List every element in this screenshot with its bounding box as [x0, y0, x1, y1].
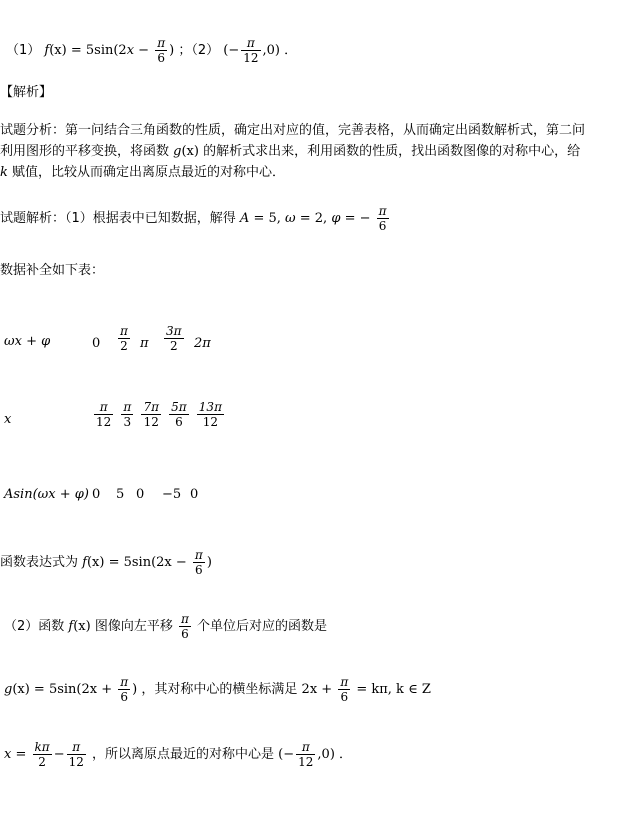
denominator: 2 — [38, 755, 46, 769]
var-omega: ω — [285, 211, 296, 226]
analysis-heading: 【解析】 — [0, 85, 53, 100]
func-f: f — [82, 555, 87, 570]
analysis-text: 的解析式求出来，利用函数的性质，找出函数图像的对称中心，给 — [203, 144, 581, 159]
expression-body: (x) = 5sin(2x − — [86, 555, 187, 570]
fraction — [169, 400, 189, 429]
open-paren: (− — [223, 43, 240, 58]
open-paren: (− — [278, 747, 295, 762]
numerator: 5π — [171, 400, 187, 414]
analysis-line-2 — [0, 143, 580, 161]
denominator: 12 — [68, 755, 84, 769]
denominator: 12 — [96, 415, 112, 429]
close-paren: ) — [206, 555, 212, 570]
fraction — [118, 324, 130, 353]
denominator: 2 — [169, 339, 178, 353]
denominator: 12 — [298, 755, 314, 769]
fraction-pi-6 — [118, 675, 130, 704]
answer-line — [6, 36, 297, 65]
var-phi: φ — [331, 211, 341, 226]
denominator: 6 — [195, 563, 203, 577]
numerator: π — [123, 400, 132, 414]
period: ． — [284, 43, 298, 58]
denominator: 12 — [143, 415, 159, 429]
g-rest: = kπ, k ∈ Z — [352, 682, 431, 697]
value-text: = 2, — [295, 211, 332, 226]
fraction-pi-12 — [241, 36, 260, 65]
expression-prefix: 函数表达式为 — [0, 555, 79, 570]
final-text: ，所以离原点最近的对称中心是 — [92, 747, 275, 762]
period: ． — [339, 747, 353, 762]
solution-text: 试题解析：（1）根据表中已知数据，解得 — [0, 211, 236, 226]
row3-c2: 0 — [136, 487, 145, 502]
fraction-pi-6 — [377, 204, 389, 233]
var-x: x — [4, 747, 12, 762]
denominator: 6 — [340, 690, 349, 704]
fraction — [121, 400, 133, 429]
minus-sign: − — [53, 747, 65, 762]
numerator: π — [94, 400, 113, 415]
var-x: x — [126, 43, 135, 58]
denominator: 6 — [175, 415, 183, 429]
denominator: 2 — [120, 339, 128, 353]
close-paren: ) — [169, 43, 175, 58]
value-text: = 5, — [249, 211, 286, 226]
analysis-text: 利用图形的平移变换，将函数 — [0, 144, 170, 159]
part2-text: 个单位后对应的函数是 — [197, 619, 328, 634]
expression-line — [0, 548, 212, 577]
fraction-pi-6 — [179, 612, 191, 641]
fraction-pi-6 — [193, 548, 205, 577]
denominator: 12 — [202, 415, 219, 429]
row3-c1: 5 — [116, 487, 125, 502]
denominator: 6 — [120, 690, 129, 704]
fraction-pi-12 — [296, 740, 315, 769]
numerator: π — [181, 612, 189, 626]
func-eq: = 5sin(2 — [66, 43, 127, 58]
numerator: π — [157, 36, 166, 50]
row1-c2: π — [140, 336, 149, 351]
row1-c4: 2π — [194, 336, 211, 351]
analysis-text: 赋值，比较从而确定出离原点最近的对称中心． — [12, 165, 286, 180]
equals: = — [11, 747, 27, 762]
numerator: 3π — [166, 324, 182, 338]
func-arg: (x) — [181, 144, 199, 159]
denominator: 6 — [157, 51, 165, 65]
denominator: 6 — [378, 219, 387, 233]
two-x: 2x + — [301, 682, 333, 697]
point-tail: ,0) — [262, 43, 280, 58]
point-tail: ,0) — [317, 747, 335, 762]
g-function-line — [4, 675, 431, 704]
numerator: π — [67, 740, 86, 755]
close-paren: ) — [132, 682, 138, 697]
part2-line — [4, 612, 327, 641]
numerator: π — [296, 740, 315, 755]
row1-label: ωx + φ — [4, 334, 51, 349]
fraction — [164, 324, 184, 353]
numerator: kπ — [34, 740, 50, 754]
func-g: g — [4, 682, 13, 697]
row3-label: Asin(ωx + φ) — [4, 487, 89, 502]
row1-c1 — [116, 324, 132, 353]
solution-line — [0, 204, 391, 233]
numerator: 13π — [198, 400, 222, 414]
numerator: 7π — [143, 400, 159, 414]
func-arg: (x) — [49, 43, 67, 58]
part2-text: （2）函数 — [4, 619, 65, 634]
numerator: π — [120, 675, 129, 689]
fraction — [141, 400, 161, 429]
row3-c3: −5 — [162, 487, 182, 502]
numerator: π — [340, 675, 349, 689]
row3-c0: 0 — [92, 487, 101, 502]
denominator: 12 — [243, 51, 259, 65]
var-A: A — [239, 211, 250, 226]
fraction-kpi-2 — [33, 740, 52, 769]
table-intro: 数据补全如下表： — [0, 263, 105, 278]
fraction — [197, 400, 224, 429]
g-body: (x) = 5sin(2x + — [12, 682, 113, 697]
fraction-pi-6 — [338, 675, 350, 704]
value-text: = − — [340, 211, 371, 226]
row1-c3 — [162, 324, 186, 353]
func-arg: (x) — [73, 619, 91, 634]
var-k: k — [0, 165, 8, 180]
g-mid-text: ，其对称中心的横坐标满足 — [141, 682, 298, 697]
func-f: f — [44, 43, 50, 58]
analysis-line-3 — [0, 164, 285, 182]
func-f: f — [68, 619, 74, 634]
minus-sign: − — [134, 43, 150, 58]
row2-label: x — [4, 412, 12, 427]
answer-separator: ；（2） — [178, 43, 220, 58]
fraction — [94, 400, 113, 429]
row2-cells — [92, 400, 226, 429]
denominator: 6 — [181, 627, 189, 641]
denominator: 3 — [123, 415, 132, 429]
numerator: π — [194, 548, 203, 562]
numerator: π — [120, 324, 128, 338]
numerator: π — [378, 204, 387, 218]
row1-c0: 0 — [92, 336, 101, 351]
fraction-pi-12 — [67, 740, 86, 769]
row3-c4: 0 — [190, 487, 199, 502]
fraction-pi-6 — [155, 36, 167, 65]
analysis-line-1: 试题分析：第一问结合三角函数的性质，确定出对应的值，完善表格，从而确定出函数解析式，第二问 — [0, 123, 586, 138]
func-g: g — [173, 144, 182, 159]
final-line — [4, 740, 352, 769]
numerator: π — [241, 36, 260, 51]
answer-part1-label: （1） — [6, 43, 41, 58]
part2-text: 图像向左平移 — [94, 619, 173, 634]
